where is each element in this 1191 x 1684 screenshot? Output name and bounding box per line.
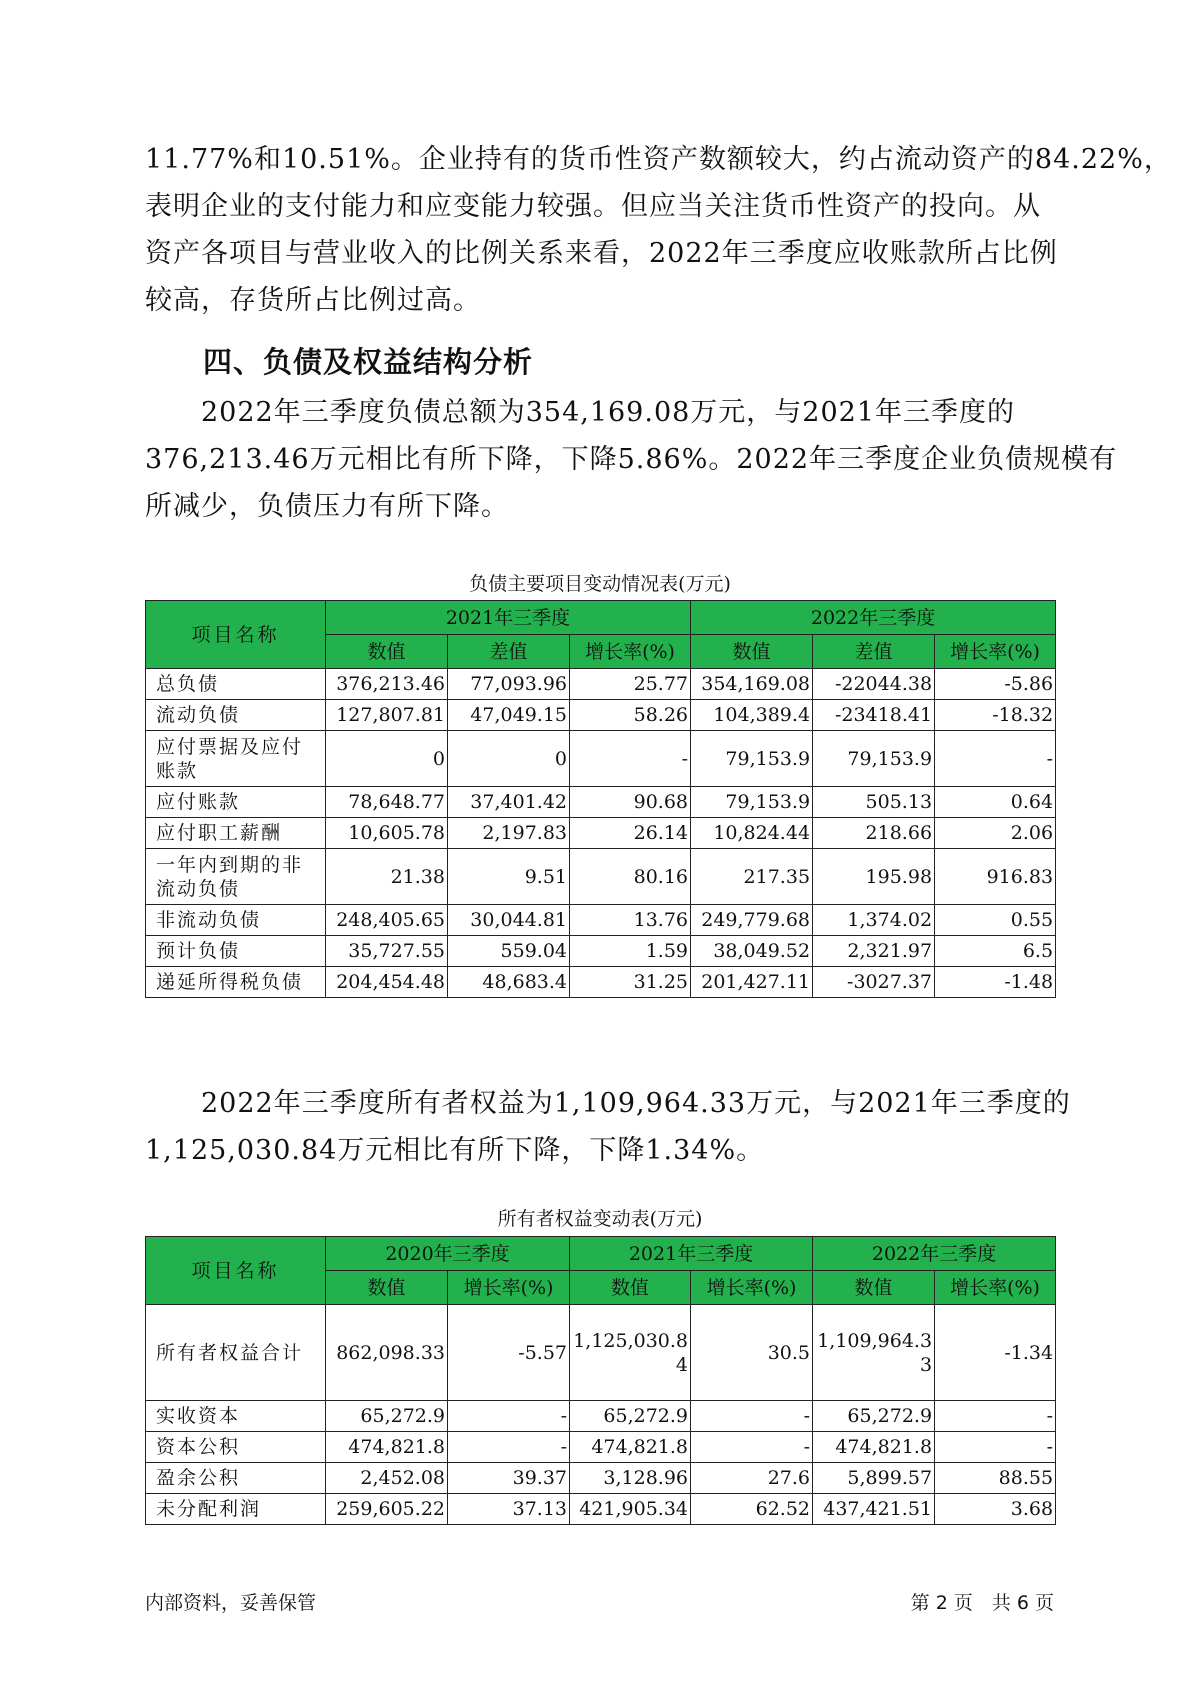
row-label: 所有者权益合计 — [146, 1305, 326, 1401]
liability-line: 2022年三季度负债总额为354,169.08万元，与2021年三季度的 — [145, 397, 1016, 428]
table-cell: - — [935, 731, 1056, 787]
table-cell: 31.25 — [570, 967, 691, 998]
row-label: 盈余公积 — [146, 1463, 326, 1494]
equity-line: 1,125,030.84万元相比有所下降，下降1.34%。 — [145, 1135, 765, 1166]
liability-paragraph — [145, 389, 1118, 530]
table-row — [146, 1494, 1056, 1525]
table-cell: 10,605.78 — [326, 818, 448, 849]
table-cell: 25.77 — [570, 669, 691, 700]
equity-line: 2022年三季度所有者权益为1,109,964.33万元，与2021年三季度的 — [145, 1088, 1071, 1119]
row-label: 预计负债 — [146, 936, 326, 967]
table-cell: 90.68 — [570, 787, 691, 818]
column-header: 数值 — [813, 1271, 935, 1305]
table-cell: -18.32 — [935, 700, 1056, 731]
table-cell: 62.52 — [691, 1494, 813, 1525]
column-header: 差值 — [813, 635, 935, 669]
table-cell: 218.66 — [813, 818, 935, 849]
table-cell: 916.83 — [935, 849, 1056, 905]
column-header: 增长率(%) — [935, 635, 1056, 669]
table-cell: 376,213.46 — [326, 669, 448, 700]
table-cell: 0 — [326, 731, 448, 787]
table-cell: 65,272.9 — [570, 1401, 691, 1432]
table-cell: 248,405.65 — [326, 905, 448, 936]
intro-paragraph — [145, 136, 1172, 324]
column-header: 增长率(%) — [570, 635, 691, 669]
row-label: 应付职工薪酬 — [146, 818, 326, 849]
table-cell: 2,452.08 — [326, 1463, 448, 1494]
table-cell: 38,049.52 — [691, 936, 813, 967]
table-cell: 79,153.9 — [691, 731, 813, 787]
table-cell: 1,109,964.33 — [813, 1305, 935, 1401]
table-cell: 1,374.02 — [813, 905, 935, 936]
table-cell: 10,824.44 — [691, 818, 813, 849]
table-cell: 0.64 — [935, 787, 1056, 818]
table-cell: 2.06 — [935, 818, 1056, 849]
table-cell: 65,272.9 — [326, 1401, 448, 1432]
table-cell: - — [935, 1401, 1056, 1432]
table-cell: 37.13 — [448, 1494, 570, 1525]
table-cell: 249,779.68 — [691, 905, 813, 936]
table-cell: 204,454.48 — [326, 967, 448, 998]
table-cell: 354,169.08 — [691, 669, 813, 700]
table-row — [146, 787, 1056, 818]
group-header: 2020年三季度 — [326, 1237, 570, 1271]
column-header: 数值 — [691, 635, 813, 669]
intro-line: 资产各项目与营业收入的比例关系来看，2022年三季度应收账款所占比例 — [145, 238, 1058, 269]
row-label: 实收资本 — [146, 1401, 326, 1432]
table-cell: 26.14 — [570, 818, 691, 849]
table-cell: -23418.41 — [813, 700, 935, 731]
table-cell: 474,821.8 — [570, 1432, 691, 1463]
table-cell: 0 — [448, 731, 570, 787]
table-cell: 35,727.55 — [326, 936, 448, 967]
table-cell: 5,899.57 — [813, 1463, 935, 1494]
table-cell: 58.26 — [570, 700, 691, 731]
liability-line: 376,213.46万元相比有所下降，下降5.86%。2022年三季度企业负债规模有 — [145, 444, 1118, 475]
column-header: 差值 — [448, 635, 570, 669]
column-header: 增长率(%) — [935, 1271, 1056, 1305]
table-row — [146, 1463, 1056, 1494]
table-cell: -22044.38 — [813, 669, 935, 700]
row-label: 总负债 — [146, 669, 326, 700]
table-cell: - — [448, 1432, 570, 1463]
table-row — [146, 669, 1056, 700]
table-cell: -3027.37 — [813, 967, 935, 998]
group-header: 2021年三季度 — [570, 1237, 813, 1271]
table-cell: 80.16 — [570, 849, 691, 905]
table-row — [146, 818, 1056, 849]
table-cell: 79,153.9 — [691, 787, 813, 818]
table-cell: 474,821.8 — [813, 1432, 935, 1463]
row-label: 非流动负债 — [146, 905, 326, 936]
equity-table-caption: 所有者权益变动表(万元) — [497, 1208, 703, 1230]
table-cell: - — [570, 731, 691, 787]
table-cell: 505.13 — [813, 787, 935, 818]
table-cell: 21.38 — [326, 849, 448, 905]
footer-confidential-note: 内部资料，妥善保管 — [145, 1592, 317, 1614]
intro-line: 较高，存货所占比例过高。 — [145, 285, 481, 316]
table-cell: 1.59 — [570, 936, 691, 967]
equity-paragraph — [145, 1080, 1071, 1174]
table-cell: 474,821.8 — [326, 1432, 448, 1463]
table-cell: -1.48 — [935, 967, 1056, 998]
liability-table-caption: 负债主要项目变动情况表(万元) — [469, 573, 731, 595]
table-row — [146, 1305, 1056, 1401]
table-cell: 862,098.33 — [326, 1305, 448, 1401]
row-label: 应付票据及应付账款 — [146, 731, 326, 787]
equity-table — [145, 1236, 1056, 1525]
column-header: 增长率(%) — [448, 1271, 570, 1305]
row-label: 流动负债 — [146, 700, 326, 731]
table-cell: 13.76 — [570, 905, 691, 936]
row-label: 应付账款 — [146, 787, 326, 818]
table-cell: 1,125,030.84 — [570, 1305, 691, 1401]
table-row — [146, 936, 1056, 967]
table-row — [146, 849, 1056, 905]
table-cell: 0.55 — [935, 905, 1056, 936]
table-row — [146, 905, 1056, 936]
table-cell: 48,683.4 — [448, 967, 570, 998]
table-cell: - — [448, 1401, 570, 1432]
table-cell: 88.55 — [935, 1463, 1056, 1494]
intro-line: 表明企业的支付能力和应变能力较强。但应当关注货币性资产的投向。从 — [145, 191, 1041, 222]
table-cell: 104,389.4 — [691, 700, 813, 731]
table-cell: 195.98 — [813, 849, 935, 905]
liability-table — [145, 600, 1056, 998]
table-row — [146, 1401, 1056, 1432]
table-cell: 259,605.22 — [326, 1494, 448, 1525]
table-cell: -5.57 — [448, 1305, 570, 1401]
table-cell: 65,272.9 — [813, 1401, 935, 1432]
table-cell: 201,427.11 — [691, 967, 813, 998]
table-row — [146, 967, 1056, 998]
table-cell: - — [691, 1401, 813, 1432]
group-header: 2022年三季度 — [813, 1237, 1056, 1271]
table-cell: 217.35 — [691, 849, 813, 905]
table-cell: -5.86 — [935, 669, 1056, 700]
row-label: 递延所得税负债 — [146, 967, 326, 998]
name-header: 项目名称 — [146, 1237, 326, 1305]
footer-page-number: 第 2 页 共 6 页 — [910, 1592, 1054, 1614]
table-cell: 559.04 — [448, 936, 570, 967]
table-cell: -1.34 — [935, 1305, 1056, 1401]
column-header: 增长率(%) — [691, 1271, 813, 1305]
row-label: 一年内到期的非流动负债 — [146, 849, 326, 905]
group-header: 2022年三季度 — [691, 601, 1056, 635]
column-header: 数值 — [570, 1271, 691, 1305]
name-header: 项目名称 — [146, 601, 326, 669]
table-cell: 437,421.51 — [813, 1494, 935, 1525]
table-cell: - — [935, 1432, 1056, 1463]
table-cell: 39.37 — [448, 1463, 570, 1494]
group-header: 2021年三季度 — [326, 601, 691, 635]
table-row — [146, 700, 1056, 731]
table-cell: 9.51 — [448, 849, 570, 905]
intro-line: 11.77%和10.51%。企业持有的货币性资产数额较大，约占流动资产的84.22%， — [145, 144, 1172, 175]
column-header: 数值 — [326, 1271, 448, 1305]
liability-line: 所减少，负债压力有所下降。 — [145, 491, 509, 522]
row-label: 未分配利润 — [146, 1494, 326, 1525]
table-row — [146, 731, 1056, 787]
table-cell: 27.6 — [691, 1463, 813, 1494]
row-label: 资本公积 — [146, 1432, 326, 1463]
table-cell: 3.68 — [935, 1494, 1056, 1525]
table-cell: 47,049.15 — [448, 700, 570, 731]
section-heading: 四、负债及权益结构分析 — [203, 345, 534, 379]
table-cell: 2,321.97 — [813, 936, 935, 967]
table-cell: 78,648.77 — [326, 787, 448, 818]
column-header: 数值 — [326, 635, 448, 669]
table-cell: 77,093.96 — [448, 669, 570, 700]
table-cell: - — [691, 1432, 813, 1463]
table-cell: 30,044.81 — [448, 905, 570, 936]
table-cell: 3,128.96 — [570, 1463, 691, 1494]
table-cell: 127,807.81 — [326, 700, 448, 731]
table-cell: 421,905.34 — [570, 1494, 691, 1525]
table-cell: 2,197.83 — [448, 818, 570, 849]
table-cell: 30.5 — [691, 1305, 813, 1401]
table-cell: 37,401.42 — [448, 787, 570, 818]
table-cell: 79,153.9 — [813, 731, 935, 787]
table-row — [146, 1432, 1056, 1463]
table-cell: 6.5 — [935, 936, 1056, 967]
